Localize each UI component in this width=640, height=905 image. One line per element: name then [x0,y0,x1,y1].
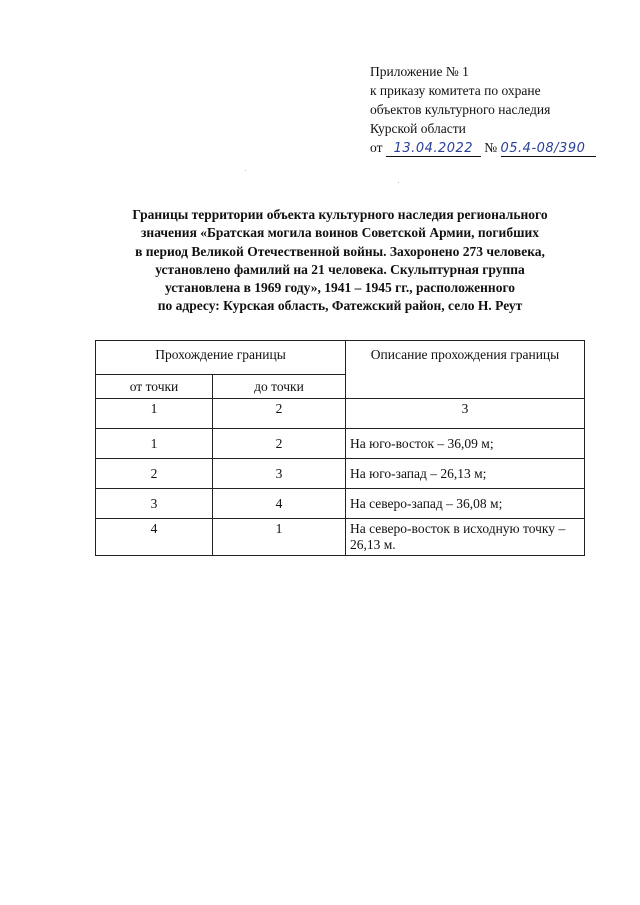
appendix-date-number-line [370,138,630,157]
order-date [386,141,481,157]
cell-description: На северо-запад – 36,08 м; [346,489,585,519]
header-to-point: до точки [213,375,346,399]
table-row [96,429,585,459]
header-from-point: от точки [96,375,213,399]
header-description: Описание прохождения границы [346,341,585,399]
appendix-region-line: Курской области [370,121,466,136]
boundary-table [95,340,585,556]
cell-description: На юго-восток – 36,09 м; [346,429,585,459]
title-line: по адресу: Курская область, Фатежский район, село Н. Реут [157,298,523,314]
appendix-title: Приложение № 1 [370,64,469,79]
cell-from: 3 [96,489,213,519]
cell-to: 1 [213,519,346,556]
cell-to: 3 [213,459,346,489]
number-prefix: № [484,140,498,155]
cell-description: На юго-запад – 26,13 м; [346,459,585,489]
title-line: в период Великой Отечественной войны. Захоронено 273 человека, [135,243,545,259]
cell-from: 2 [96,459,213,489]
date-prefix: от [370,140,383,155]
column-number: 1 [96,399,213,429]
title-line: значения «Братская могила воинов Советской Армии, погибших [141,225,539,241]
appendix-block [370,62,630,157]
cell-to: 4 [213,489,346,519]
cell-from: 4 [96,519,213,556]
title-line: установлено фамилий на 21 человека. Скульптурная группа [155,261,525,277]
document-title [70,206,610,316]
table-row [96,459,585,489]
cell-description: На северо-восток в исходную точку – 26,13 м. [346,519,585,556]
table-row [96,489,585,519]
title-line: установлена в 1969 году», 1941 – 1945 гг., расположенного [164,280,516,296]
order-number [501,141,596,157]
order-date-value: 13.04.2022 [393,141,474,156]
table-row [96,519,585,556]
appendix-order-line: к приказу комитета по охране [370,83,541,98]
cell-from: 1 [96,429,213,459]
scan-dot [245,170,246,171]
column-number: 3 [346,399,585,429]
title-line: Границы территории объекта культурного наследия регионального [132,207,548,222]
appendix-committee-line: объектов культурного наследия [370,102,551,117]
cell-to: 2 [213,429,346,459]
order-number-value: 05.4-08/390 [500,141,586,156]
column-number: 2 [213,399,346,429]
scan-dot [398,182,399,183]
header-boundary-group: Прохождение границы [96,341,346,375]
